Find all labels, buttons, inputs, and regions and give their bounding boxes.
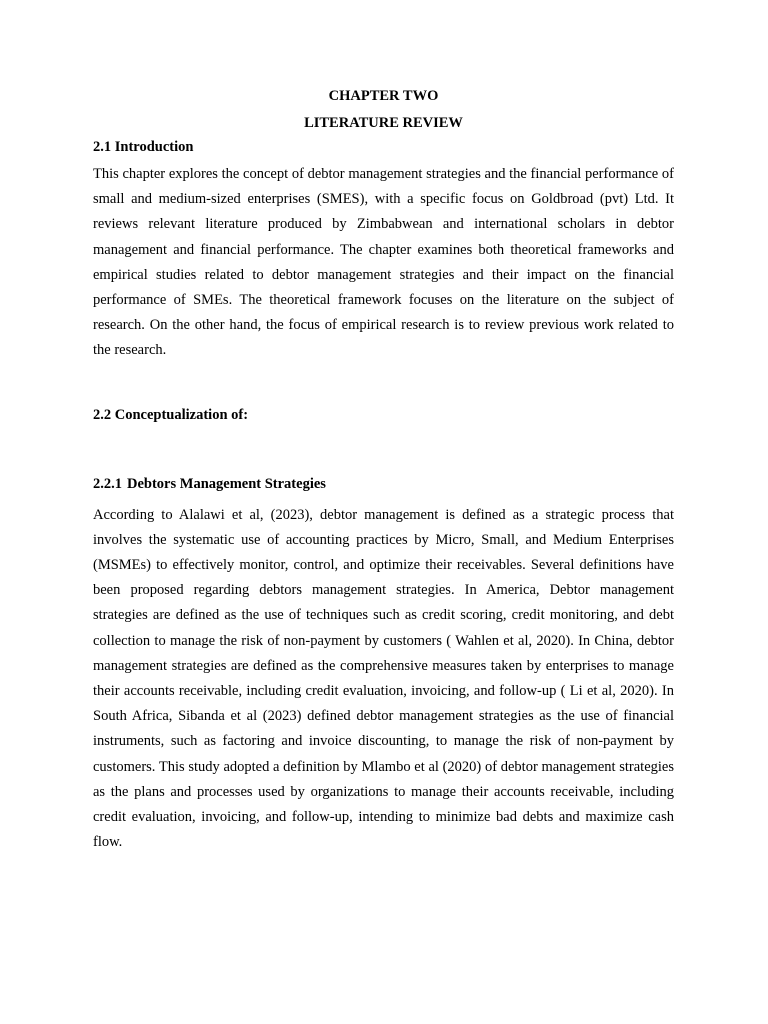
chapter-title: CHAPTER TWO [328, 88, 439, 104]
section-heading-conceptualization: 2.2 Conceptualization of: [93, 406, 249, 423]
chapter-subtitle: LITERATURE REVIEW [304, 115, 463, 131]
debtors-management-paragraph: According to Alalawi et al, (2023), debtor management is defined as a strategic process that involves the systematic use of accounting practices by Micro, Small, and Medium Enterprises (MSMEs) to effectively monitor, control, and optimize their receivables. Several definitions have been proposed regarding debtors management strategies. In America, Debtor management strategies are defined as the use of techniques such as credit scoring, credit monitoring, and debt collection to manage the risk of non-payment by customers ( Wahlen et al, 2020). In China, debtor management strategies are defined as the comprehensive measures taken by enterprises to manage their accounts receivable, including credit evaluation, invoicing, and follow-up ( Li et al, 2020). In South Africa, Sibanda et al (2023) defined debtor management strategies as the use of financial instruments, such as factoring and invoice discounting, to manage the risk of non-payment by customers. This study adopted a definition by Mlambo et al (2020) of debtor management strategies as the plans and processes used by organizations to manage their accounts receivable, including credit evaluation, invoicing, and follow-up, intending to minimize bad debts and maximize cash flow. [93, 506, 674, 851]
section-heading-introduction: 2.1 Introduction [93, 139, 194, 155]
document-page [93, 87, 674, 855]
subsection-title: Debtors Management Strategies [127, 475, 326, 492]
introduction-paragraph: This chapter explores the concept of debtor management strategies and the financial performance of small and medium-sized enterprises (SMES), with a specific focus on Goldbroad (pvt) Ltd. It reviews relevant literature produced by Zimbabwean and international scholars in debtor management and financial performance. The chapter examines both theoretical frameworks and empirical studies related to debtor management strategies and their impact on the financial performance of SMEs. The theoretical framework focuses on the literature on the subject of research. On the other hand, the focus of empirical research is to review previous work related to the research. [93, 166, 674, 359]
subsection-number: 2.2.1 [93, 475, 122, 492]
subsection-heading-debtors-management [93, 475, 674, 494]
